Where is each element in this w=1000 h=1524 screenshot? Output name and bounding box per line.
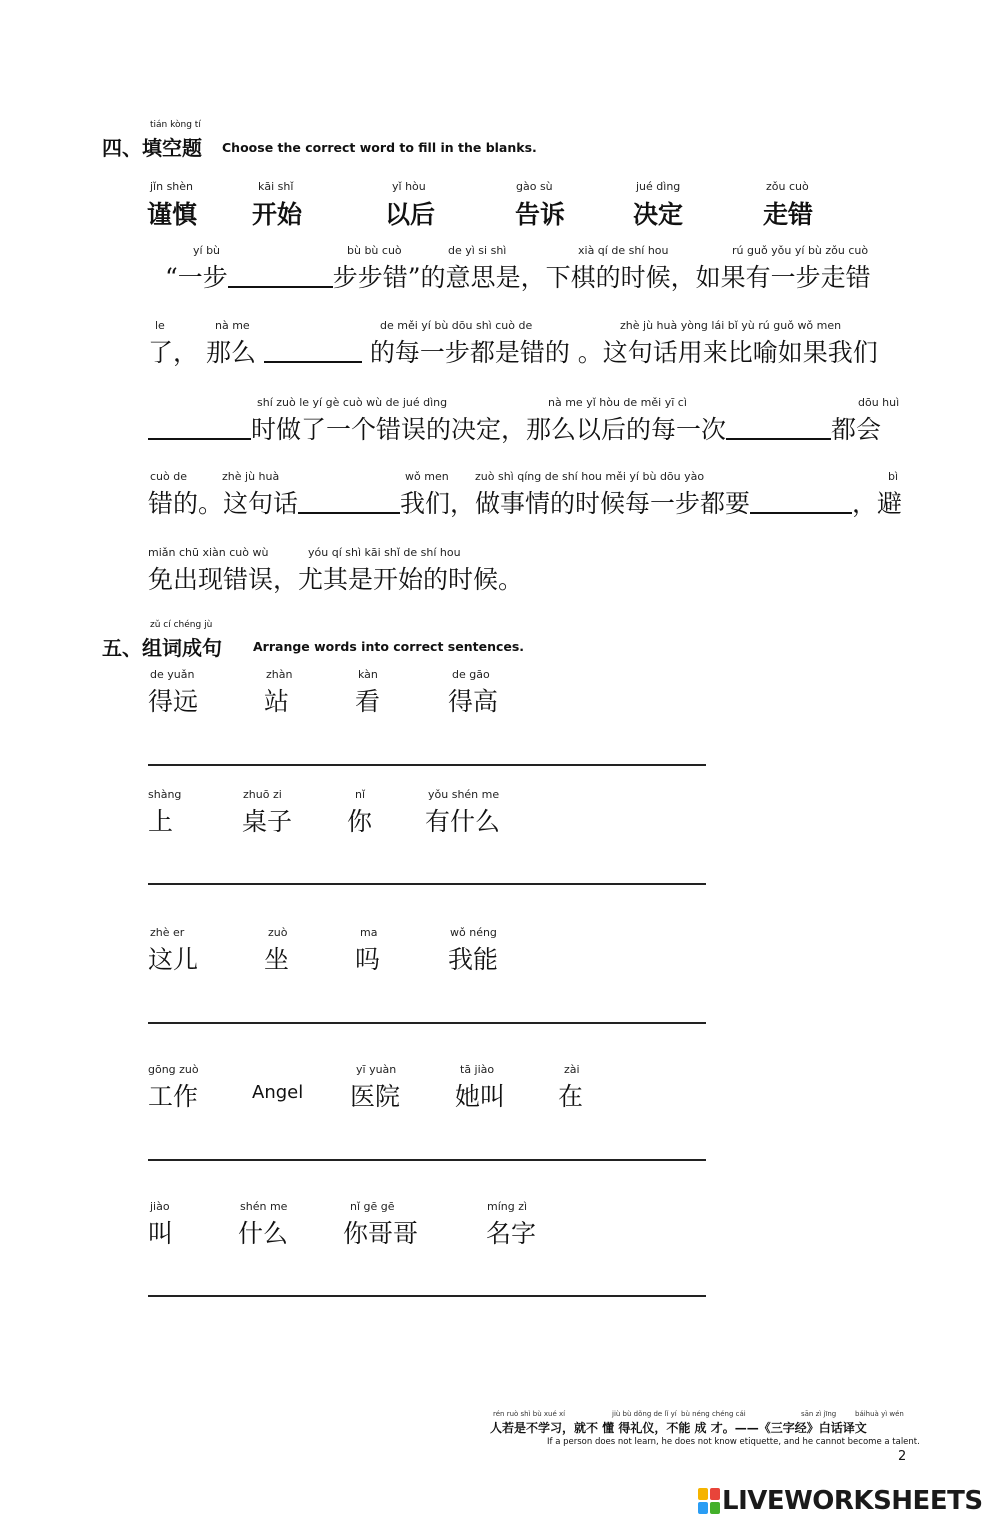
word-bank-pinyin: jǐn shèn (150, 180, 194, 193)
word-tile[interactable]: 你 (347, 807, 373, 836)
footer-quote-cn: 人若是不学习，就不 懂 得礼仪，不能 成 才。——《三字经》白话译文 (490, 1421, 867, 1435)
pinyin: zhuō zi (243, 788, 282, 801)
word-tile[interactable]: 医院 (350, 1082, 401, 1111)
passage-text: 都会 (831, 415, 882, 444)
pinyin: cuò de (150, 470, 187, 483)
pinyin: nǐ gē gē (350, 1200, 395, 1213)
passage-text: 时做了一个错误的决定，那么以后的每一次 (251, 415, 727, 444)
passage-text: “一步 (165, 263, 228, 292)
word-tile[interactable]: 上 (148, 807, 174, 836)
word-bank-item: 告诉 (515, 200, 566, 229)
pinyin: yí bù (193, 244, 221, 257)
pinyin: nǐ (355, 788, 366, 801)
pinyin: zhàn (266, 668, 293, 681)
word-bank-item: 以后 (385, 200, 436, 229)
pinyin: zuò shì qíng de shí hou měi yí bù dōu yào (475, 470, 705, 483)
pinyin: tā jiào (460, 1063, 495, 1076)
pinyin: kàn (358, 668, 378, 681)
liveworksheets-brand[interactable]: LIVEWORKSHEETS (722, 1486, 983, 1516)
footer-pinyin: rén ruò shì bù xué xí (493, 1410, 566, 1418)
word-bank-pinyin: yǐ hòu (392, 180, 426, 193)
pinyin: de gāo (452, 668, 490, 681)
word-bank-pinyin: zǒu cuò (766, 180, 809, 193)
pinyin: zhè jù huà (222, 470, 280, 483)
pinyin: de yuǎn (150, 668, 195, 681)
word-bank-item: 走错 (763, 200, 814, 229)
answer-line-4[interactable] (148, 1159, 706, 1161)
pinyin: dōu huì (858, 396, 900, 409)
pinyin: le (155, 319, 165, 332)
pinyin: gōng zuò (148, 1063, 199, 1076)
pinyin: shí zuò le yí gè cuò wù de jué dìng (257, 396, 448, 409)
word-tile[interactable]: 叫 (148, 1219, 174, 1248)
passage-line-1 (165, 258, 871, 294)
footer-pinyin: jiù bù dǒng de lǐ yí (612, 1410, 677, 1418)
word-tile[interactable]: 得远 (148, 687, 199, 716)
pinyin: nà me (215, 319, 250, 332)
section4-heading: 四、填空题 (102, 136, 202, 160)
pinyin: miǎn chū xiàn cuò wù (148, 546, 269, 559)
passage-line-3 (148, 410, 881, 446)
pinyin: bì (888, 470, 899, 483)
pinyin: jiào (150, 1200, 170, 1213)
pinyin: wǒ néng (450, 926, 497, 939)
pinyin: de měi yí bù dōu shì cuò de (380, 319, 533, 332)
answer-line-2[interactable] (148, 883, 706, 885)
passage-line-5: 免出现错误，尤其是开始的时候。 (148, 565, 524, 594)
pinyin: shàng (148, 788, 182, 801)
passage-line-4 (148, 484, 902, 520)
word-tile[interactable]: 站 (264, 687, 290, 716)
pinyin: wǒ men (405, 470, 449, 483)
pinyin: de yì si shì (448, 244, 507, 257)
fill-blank-6[interactable] (750, 490, 852, 514)
section4-instruction: Choose the correct word to fill in the blanks. (222, 140, 537, 155)
footer-pinyin: bù néng chéng cái (681, 1410, 746, 1418)
pinyin: shén me (240, 1200, 288, 1213)
footer-quote-en: If a person does not learn, he does not know etiquette, and he cannot become a talent. (547, 1437, 920, 1447)
word-tile[interactable]: 我能 (448, 945, 499, 974)
pinyin: yǒu shén me (428, 788, 500, 801)
passage-text: 的每一步都是错的 。这句话用来比喻如果我们 (369, 338, 878, 367)
word-tile[interactable]: 桌子 (242, 807, 293, 836)
word-bank-pinyin: gào sù (516, 180, 553, 193)
pinyin: zhè er (150, 926, 185, 939)
word-bank-pinyin: kāi shǐ (258, 180, 294, 193)
page-number: 2 (898, 1449, 907, 1464)
footer-pinyin: sān zì jīng (801, 1410, 837, 1418)
answer-line-3[interactable] (148, 1022, 706, 1024)
passage-text: 错的。这句话 (148, 489, 299, 518)
pinyin: nà me yǐ hòu de měi yī cì (548, 396, 687, 409)
footer-pinyin: báihuà yì wén (855, 1410, 904, 1418)
pinyin: zài (564, 1063, 580, 1076)
passage-text: 我们，做事情的时候每一步都要 (400, 489, 751, 518)
pinyin: bù bù cuò (347, 244, 402, 257)
answer-line-5[interactable] (148, 1295, 706, 1297)
pinyin: zhè jù huà yòng lái bǐ yù rú guǒ wǒ men (620, 319, 842, 332)
pinyin: yóu qí shì kāi shǐ de shí hou (308, 546, 461, 559)
word-tile[interactable]: 得高 (448, 687, 499, 716)
fill-blank-1[interactable] (228, 264, 333, 288)
passage-text: ，避 (852, 489, 903, 518)
answer-line-1[interactable] (148, 764, 706, 766)
word-bank-item: 开始 (252, 200, 303, 229)
word-tile[interactable]: 工作 (148, 1082, 199, 1111)
fill-blank-2[interactable] (264, 339, 362, 363)
pinyin: xià qí de shí hou (578, 244, 669, 257)
word-tile[interactable]: 在 (558, 1082, 584, 1111)
word-tile[interactable]: 吗 (355, 945, 381, 974)
word-bank-item: 决定 (633, 200, 684, 229)
pinyin: ma (360, 926, 378, 939)
pinyin: rú guǒ yǒu yí bù zǒu cuò (732, 244, 869, 257)
word-tile[interactable]: 有什么 (425, 807, 501, 836)
word-tile[interactable]: 这儿 (148, 945, 199, 974)
pinyin: zuò (268, 926, 288, 939)
fill-blank-4[interactable] (726, 416, 831, 440)
passage-text: 步步错”的意思是，下棋的时候，如果有一步走错 (332, 263, 871, 292)
word-tile[interactable]: 什么 (238, 1219, 289, 1248)
passage-text: 了， 那么 (148, 338, 256, 367)
fill-blank-5[interactable] (298, 490, 400, 514)
section5-heading: 五、组词成句 (102, 636, 222, 660)
word-tile[interactable]: 名字 (486, 1219, 537, 1248)
section5-instruction: Arrange words into correct sentences. (253, 639, 525, 654)
word-tile[interactable]: Angel (252, 1082, 304, 1103)
liveworksheets-logo-icon (698, 1488, 720, 1514)
word-bank-item: 谨慎 (147, 200, 198, 229)
section5-heading-pinyin: zǔ cí chéng jù (150, 620, 213, 630)
word-tile[interactable]: 她叫 (455, 1082, 506, 1111)
pinyin: míng zì (487, 1200, 528, 1213)
word-tile[interactable]: 看 (355, 687, 381, 716)
passage-line-2 (148, 333, 878, 369)
section4-heading-pinyin: tián kòng tí (150, 120, 201, 130)
word-bank-pinyin: jué dìng (636, 180, 681, 193)
word-tile[interactable]: 坐 (264, 945, 290, 974)
pinyin: yī yuàn (356, 1063, 397, 1076)
word-tile[interactable]: 你哥哥 (343, 1219, 419, 1248)
fill-blank-3[interactable] (148, 416, 251, 440)
